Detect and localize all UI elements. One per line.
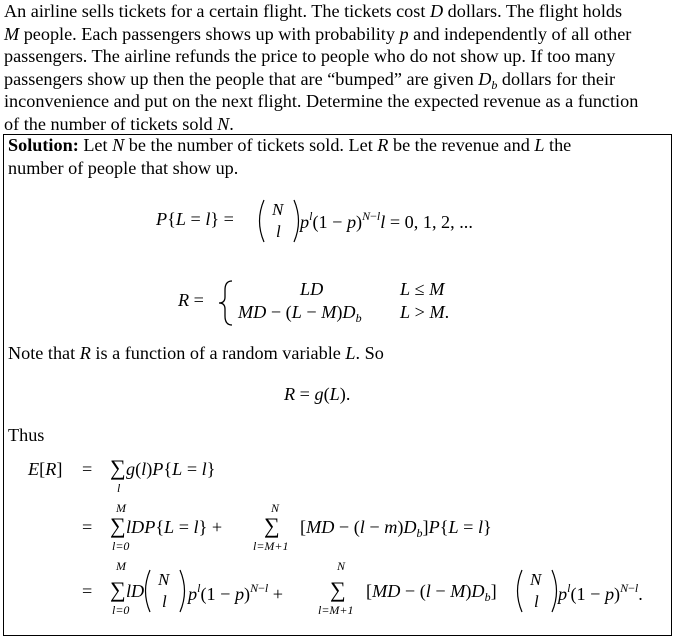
binomial-coefficient <box>514 567 560 615</box>
problem-line-5: inconvenience and put on the next flight. Determine the expected revenue as a function <box>4 91 639 112</box>
problem-statement <box>4 0 670 136</box>
solution-intro-line-1: Solution: Let N be the number of tickets sold. Let R be the revenue and L the <box>8 135 572 155</box>
left-brace-icon <box>216 278 236 328</box>
svg-text:N: N <box>530 570 542 589</box>
solution-intro-line-2: number of people that show up. <box>8 158 239 178</box>
solution-label: Solution: <box>8 135 79 155</box>
svg-text:l: l <box>534 592 539 611</box>
problem-line-3: passengers. The airline refunds the price to people who do not show up. If too many <box>4 46 616 67</box>
problem-line-4: passengers show up then the people that are “bumped” are given $D_b$ dollars for their <box>4 68 616 92</box>
expected-revenue-line-3: M = ∑ l=0 lD N l $p^l(1 - p)^{N-l}$ + N ∑ l=M+1 $[MD - (l - M)D_b]$ N l $p^l(1 - p)^{N-l}$. <box>82 559 643 617</box>
problem-line-6: of the number of tickets sold N. <box>4 113 234 134</box>
svg-text:l: l <box>162 592 167 611</box>
expected-revenue-line-1: E[R] = ∑ l g(l)P{L = l} <box>28 455 216 495</box>
binomial-coefficient <box>256 197 302 245</box>
g-equation: R = g(L). <box>284 384 351 404</box>
expected-revenue-line-2: M = ∑ l=0 lDP{L = l} + N ∑ l=M+1 $[MD - (l - m)D_b]P\{L = l\}$ <box>82 501 492 553</box>
svg-text:N: N <box>158 570 170 589</box>
binomial-coefficient <box>142 567 188 615</box>
solution-box: Solution: Let N be the number of tickets sold. Let R be the revenue and L the number of people that show up. P{L = l} = N l $p^l(1 - p)^{N-l}l = 0$, 1, 2, ... R = LD L ≤ M MD − $(L - M)D_b$ L > M. Note that R is a function of a random variable L. So R = g(L). Thus E[R] = ∑ l g(l)P{L = l} M = ∑ l=0 lDP{L = l} + N ∑ l=M+1 $[MD - (l - m)D_b]P\{L = l\}$ M = ∑ l=0 lD N l $p^l(1 - p)^{N-l}$ + N ∑ l=M+1 $[MD - (l - M)D_b]$ N l $p^l(1 - p)^{N-l}$. <box>3 134 672 636</box>
note-text: Note that R is a function of a random variable L. So <box>8 343 384 363</box>
problem-line-1: An airline sells tickets for a certain flight. The tickets cost D dollars. The flight holds <box>4 1 623 21</box>
thus-text: Thus <box>8 425 45 445</box>
svg-text:N: N <box>272 200 284 219</box>
problem-line-2: M people. Each passengers shows up with probability p and independently of all other <box>4 23 632 44</box>
svg-text:l: l <box>276 222 281 241</box>
